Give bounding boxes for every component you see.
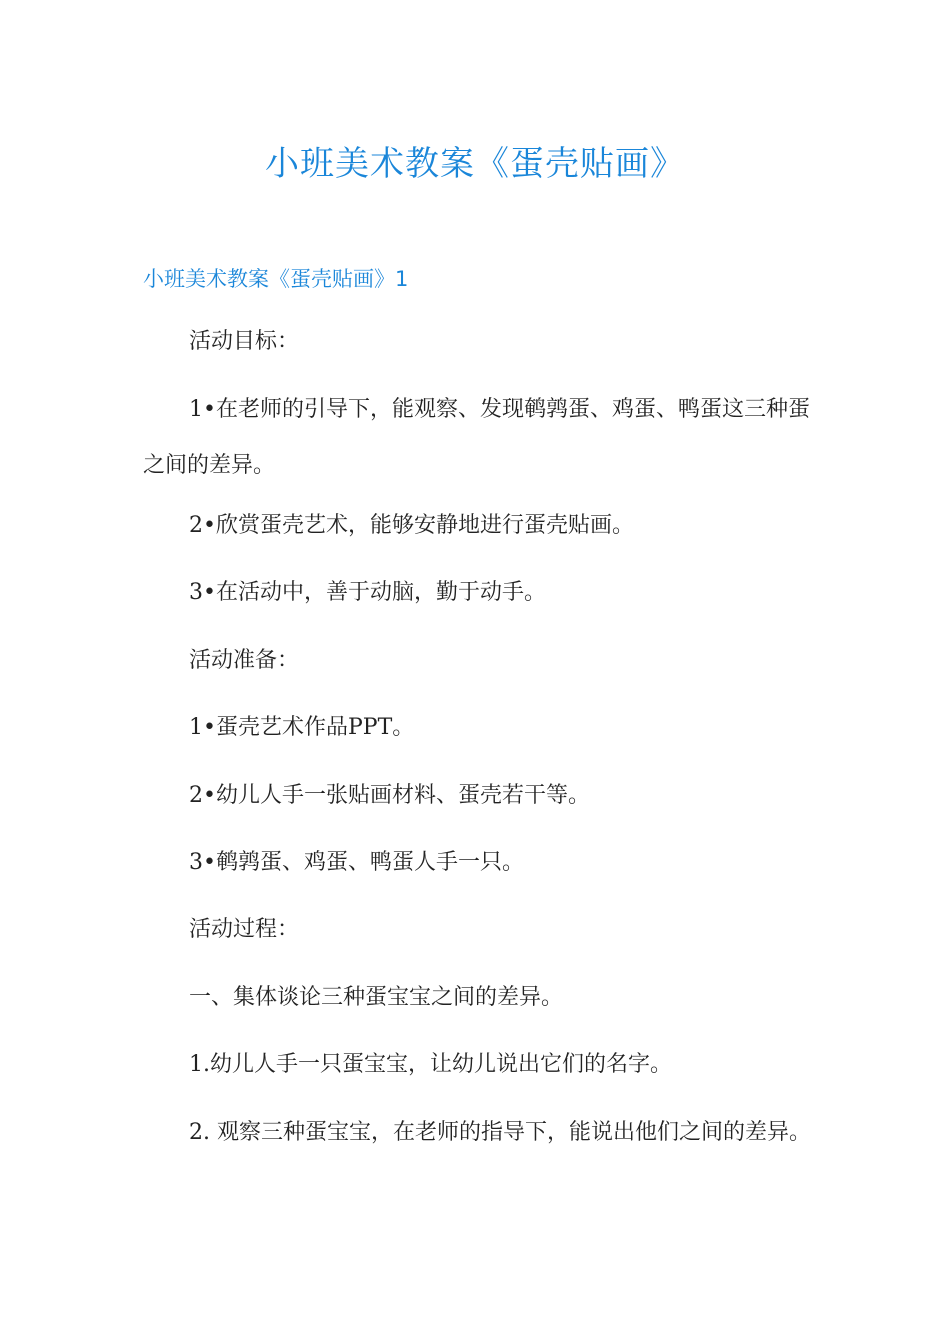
section-heading: 小班美术教案《蛋壳贴画》1 xyxy=(143,267,409,291)
paragraph-goal-3: 3•在活动中，善于动脑，勤于动手。 xyxy=(189,580,546,605)
paragraph-preparation-3: 3•鹌鹑蛋、鸡蛋、鸭蛋人手一只。 xyxy=(189,850,524,875)
paragraph-process-step-1-1: 1.幼儿人手一只蛋宝宝，让幼儿说出它们的名字。 xyxy=(189,1052,672,1077)
paragraph-activity-goals-label: 活动目标： xyxy=(189,329,300,354)
paragraph-preparation-label: 活动准备： xyxy=(189,648,300,673)
paragraph-goal-2: 2•欣赏蛋壳艺术，能够安静地进行蛋壳贴画。 xyxy=(189,513,634,538)
paragraph-process-label: 活动过程： xyxy=(189,917,300,942)
paragraph-process-step-1: 一、集体谈论三种蛋宝宝之间的差异。 xyxy=(189,985,564,1010)
paragraph-process-step-1-2: 2. 观察三种蛋宝宝，在老师的指导下，能说出他们之间的差异。 xyxy=(189,1120,811,1145)
paragraph-goal-1: 1•在老师的引导下，能观察、发现鹌鹑蛋、鸡蛋、鸭蛋这三种蛋之间的差异。 xyxy=(143,397,810,478)
document-title: 小班美术教案《蛋壳贴画》 xyxy=(265,144,685,184)
paragraph-preparation-2: 2•幼儿人手一张贴画材料、蛋壳若干等。 xyxy=(189,783,590,808)
paragraph-preparation-1: 1•蛋壳艺术作品PPT。 xyxy=(189,715,415,740)
